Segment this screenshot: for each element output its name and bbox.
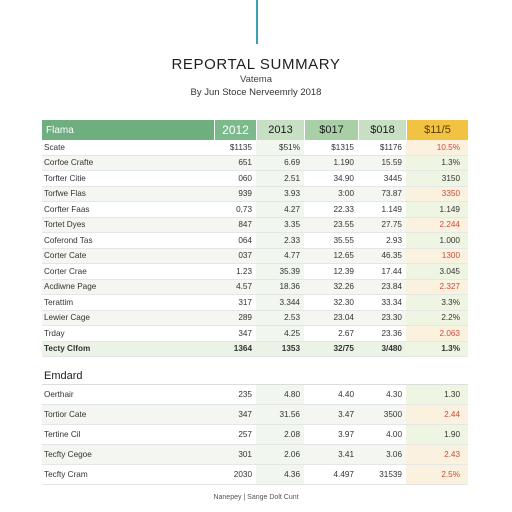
table-cell: 4.497	[333, 470, 354, 479]
table-row	[42, 445, 468, 465]
table-cell: 35.39	[256, 264, 304, 279]
table-cell: 847	[214, 218, 256, 233]
page-footer: Nanepey | Sange Dolt Cunt	[213, 494, 299, 501]
column-header-2018[interactable]: $018	[358, 120, 406, 140]
row-label: Tortet Dyes	[42, 218, 214, 233]
table-cell: 2.93	[386, 235, 402, 245]
table-row	[42, 425, 468, 445]
change-value: 1.149	[406, 202, 468, 217]
table-cell: 2.06	[256, 445, 304, 464]
table-cell: 32.26	[304, 280, 358, 295]
table-cell: 33.34	[381, 297, 402, 307]
table-cell: 257	[238, 430, 252, 439]
column-header-2012[interactable]: 2012	[214, 120, 256, 140]
table-row	[42, 465, 468, 485]
table-row	[42, 233, 468, 249]
table-cell: 3500	[358, 405, 406, 424]
table-cell: 12.65	[304, 249, 358, 264]
table-cell: 235	[238, 390, 252, 399]
section-table-body	[42, 385, 468, 485]
change-value: 3.3%	[406, 295, 468, 310]
table-cell: 23.04	[304, 311, 358, 326]
table-cell: 317	[238, 297, 252, 307]
table-cell: 23.55	[304, 218, 358, 233]
table-cell: 32.30	[333, 297, 354, 307]
table-cell: 2.08	[256, 425, 304, 444]
change-value: 1300	[406, 249, 468, 264]
change-value: 2.44	[406, 405, 468, 424]
table-cell: 17.44	[381, 266, 402, 276]
table-cell: 3445	[383, 173, 402, 183]
table-row	[42, 171, 468, 187]
section-heading: Emdard	[42, 363, 468, 385]
table-cell: 4.36	[256, 465, 304, 484]
change-value: 2.5%	[406, 465, 468, 484]
column-header-2013[interactable]: 2013	[256, 120, 304, 140]
report-byline: By Jun Stoce Nerveemrly 2018	[190, 87, 322, 98]
change-value: 2.43	[406, 445, 468, 464]
table-cell: 1.149	[381, 204, 402, 214]
change-value: 2.327	[406, 280, 468, 295]
table-total-row	[42, 342, 468, 358]
table-row	[42, 295, 468, 311]
table-cell: 2.33	[256, 233, 304, 248]
row-label: Corter Cate	[42, 249, 214, 264]
row-label: Acdiwne Page	[42, 280, 214, 295]
table-cell: 3.344	[256, 295, 304, 310]
table-cell: 4.00	[386, 430, 402, 439]
change-value: 3350	[406, 187, 468, 202]
total-value: 1.3%	[406, 342, 468, 357]
table-cell: 2030	[233, 470, 252, 479]
table-cell: 3.47	[304, 405, 358, 424]
total-label: Tecty Clfom	[42, 342, 214, 357]
report-subtitle: Vatema	[239, 74, 273, 85]
table-cell: 4.27	[256, 202, 304, 217]
table-row	[42, 218, 468, 234]
table-cell: 23.36	[381, 328, 402, 338]
report-title: REPORTAL SUMMARY	[171, 56, 341, 73]
table-cell: 301	[214, 445, 256, 464]
table-row	[42, 202, 468, 218]
table-header-row	[42, 120, 468, 140]
row-label: Tecfty Cegoe	[42, 445, 214, 464]
table-cell: 46.35	[358, 249, 406, 264]
table-cell: 4.40	[338, 390, 354, 399]
row-label: Corfter Faas	[44, 204, 90, 214]
row-label: Oerthair	[44, 390, 74, 399]
top-divider-line	[256, 0, 258, 44]
table-row	[42, 311, 468, 327]
table-cell: 2.67	[338, 328, 354, 338]
table-cell: $1315	[331, 142, 354, 152]
table-row	[42, 405, 468, 425]
change-value: 3.045	[406, 264, 468, 279]
table-row	[42, 280, 468, 296]
change-value: 10.5%	[406, 140, 468, 155]
change-value: 1.000	[406, 233, 468, 248]
table-cell: 18.36	[256, 280, 304, 295]
row-label: Terattim	[44, 297, 74, 307]
table-row	[42, 249, 468, 265]
table-row	[42, 326, 468, 342]
table-cell: 0,73	[236, 204, 252, 214]
table-cell: 347	[214, 405, 256, 424]
table-cell: 27.75	[358, 218, 406, 233]
table-cell: 23.84	[358, 280, 406, 295]
row-label: Tertine Cil	[44, 430, 81, 439]
table-cell: 2.53	[256, 311, 304, 326]
table-cell: 4.30	[386, 390, 402, 399]
table-cell: $1135	[229, 142, 252, 152]
table-cell: 3.93	[256, 187, 304, 202]
total-value: 32/75	[304, 342, 358, 357]
table-cell: 037	[214, 249, 256, 264]
row-label: Corfoe Crafte	[42, 156, 214, 171]
row-label: Corter Crae	[44, 266, 87, 276]
table-cell: 3.41	[304, 445, 358, 464]
change-value: 2.063	[406, 326, 468, 341]
table-cell: 1.190	[304, 156, 358, 171]
table-cell: 4.77	[256, 249, 304, 264]
table-cell: 4.80	[256, 385, 304, 404]
change-value: 3150	[406, 171, 468, 186]
table-cell: 064	[238, 235, 252, 245]
table-body	[42, 140, 468, 342]
table-cell: 22.33	[333, 204, 354, 214]
table-cell: $51%	[256, 140, 304, 155]
table-cell: 31539	[379, 470, 402, 479]
change-value: 1.30	[406, 385, 468, 404]
total-value: 1364	[214, 342, 256, 357]
table-cell: 3.97	[338, 430, 354, 439]
table-cell: 31.56	[256, 405, 304, 424]
table-cell: 1.23	[236, 266, 252, 276]
table-row	[42, 187, 468, 203]
column-header-change[interactable]: $11/5	[406, 120, 468, 140]
column-header-name[interactable]: Flama	[42, 120, 214, 140]
table-cell: 34.90	[333, 173, 354, 183]
row-label: Torfter Citie	[44, 173, 86, 183]
table-cell: 060	[238, 173, 252, 183]
row-label: Scate	[44, 142, 65, 152]
change-value: 2.244	[406, 218, 468, 233]
table-cell: 651	[214, 156, 256, 171]
table-cell: $1176	[379, 142, 402, 152]
table-cell: 3:00	[304, 187, 358, 202]
table-cell: 23.30	[358, 311, 406, 326]
change-value: 1.3%	[406, 156, 468, 171]
table-row	[42, 140, 468, 156]
table-row	[42, 264, 468, 280]
total-value: 1353	[256, 342, 304, 357]
table-cell: 4.25	[256, 326, 304, 341]
row-label: Trday	[44, 328, 65, 338]
table-cell: 289	[214, 311, 256, 326]
row-label: Coferond Tas	[44, 235, 93, 245]
table-cell: 73.87	[358, 187, 406, 202]
table-cell: 4.57	[214, 280, 256, 295]
row-label: Tortior Cate	[42, 405, 214, 424]
table-row	[42, 156, 468, 172]
table-cell: 6.69	[256, 156, 304, 171]
change-value: 2.2%	[406, 311, 468, 326]
table-cell: 12.39	[333, 266, 354, 276]
total-value: 3/480	[358, 342, 406, 357]
table-cell: 3.06	[358, 445, 406, 464]
table-cell: 2.51	[256, 171, 304, 186]
table-cell: 3.35	[256, 218, 304, 233]
row-label: Tecfty Cram	[44, 470, 88, 479]
summary-table	[42, 120, 468, 485]
change-value: 1.90	[406, 425, 468, 444]
table-row	[42, 385, 468, 405]
row-label: Lewier Cage	[42, 311, 214, 326]
table-cell: 347	[238, 328, 252, 338]
row-label: Torfwe Flas	[42, 187, 214, 202]
table-cell: 939	[214, 187, 256, 202]
table-cell: 35.55	[333, 235, 354, 245]
table-cell: 15.59	[358, 156, 406, 171]
column-header-2017[interactable]: $017	[304, 120, 358, 140]
